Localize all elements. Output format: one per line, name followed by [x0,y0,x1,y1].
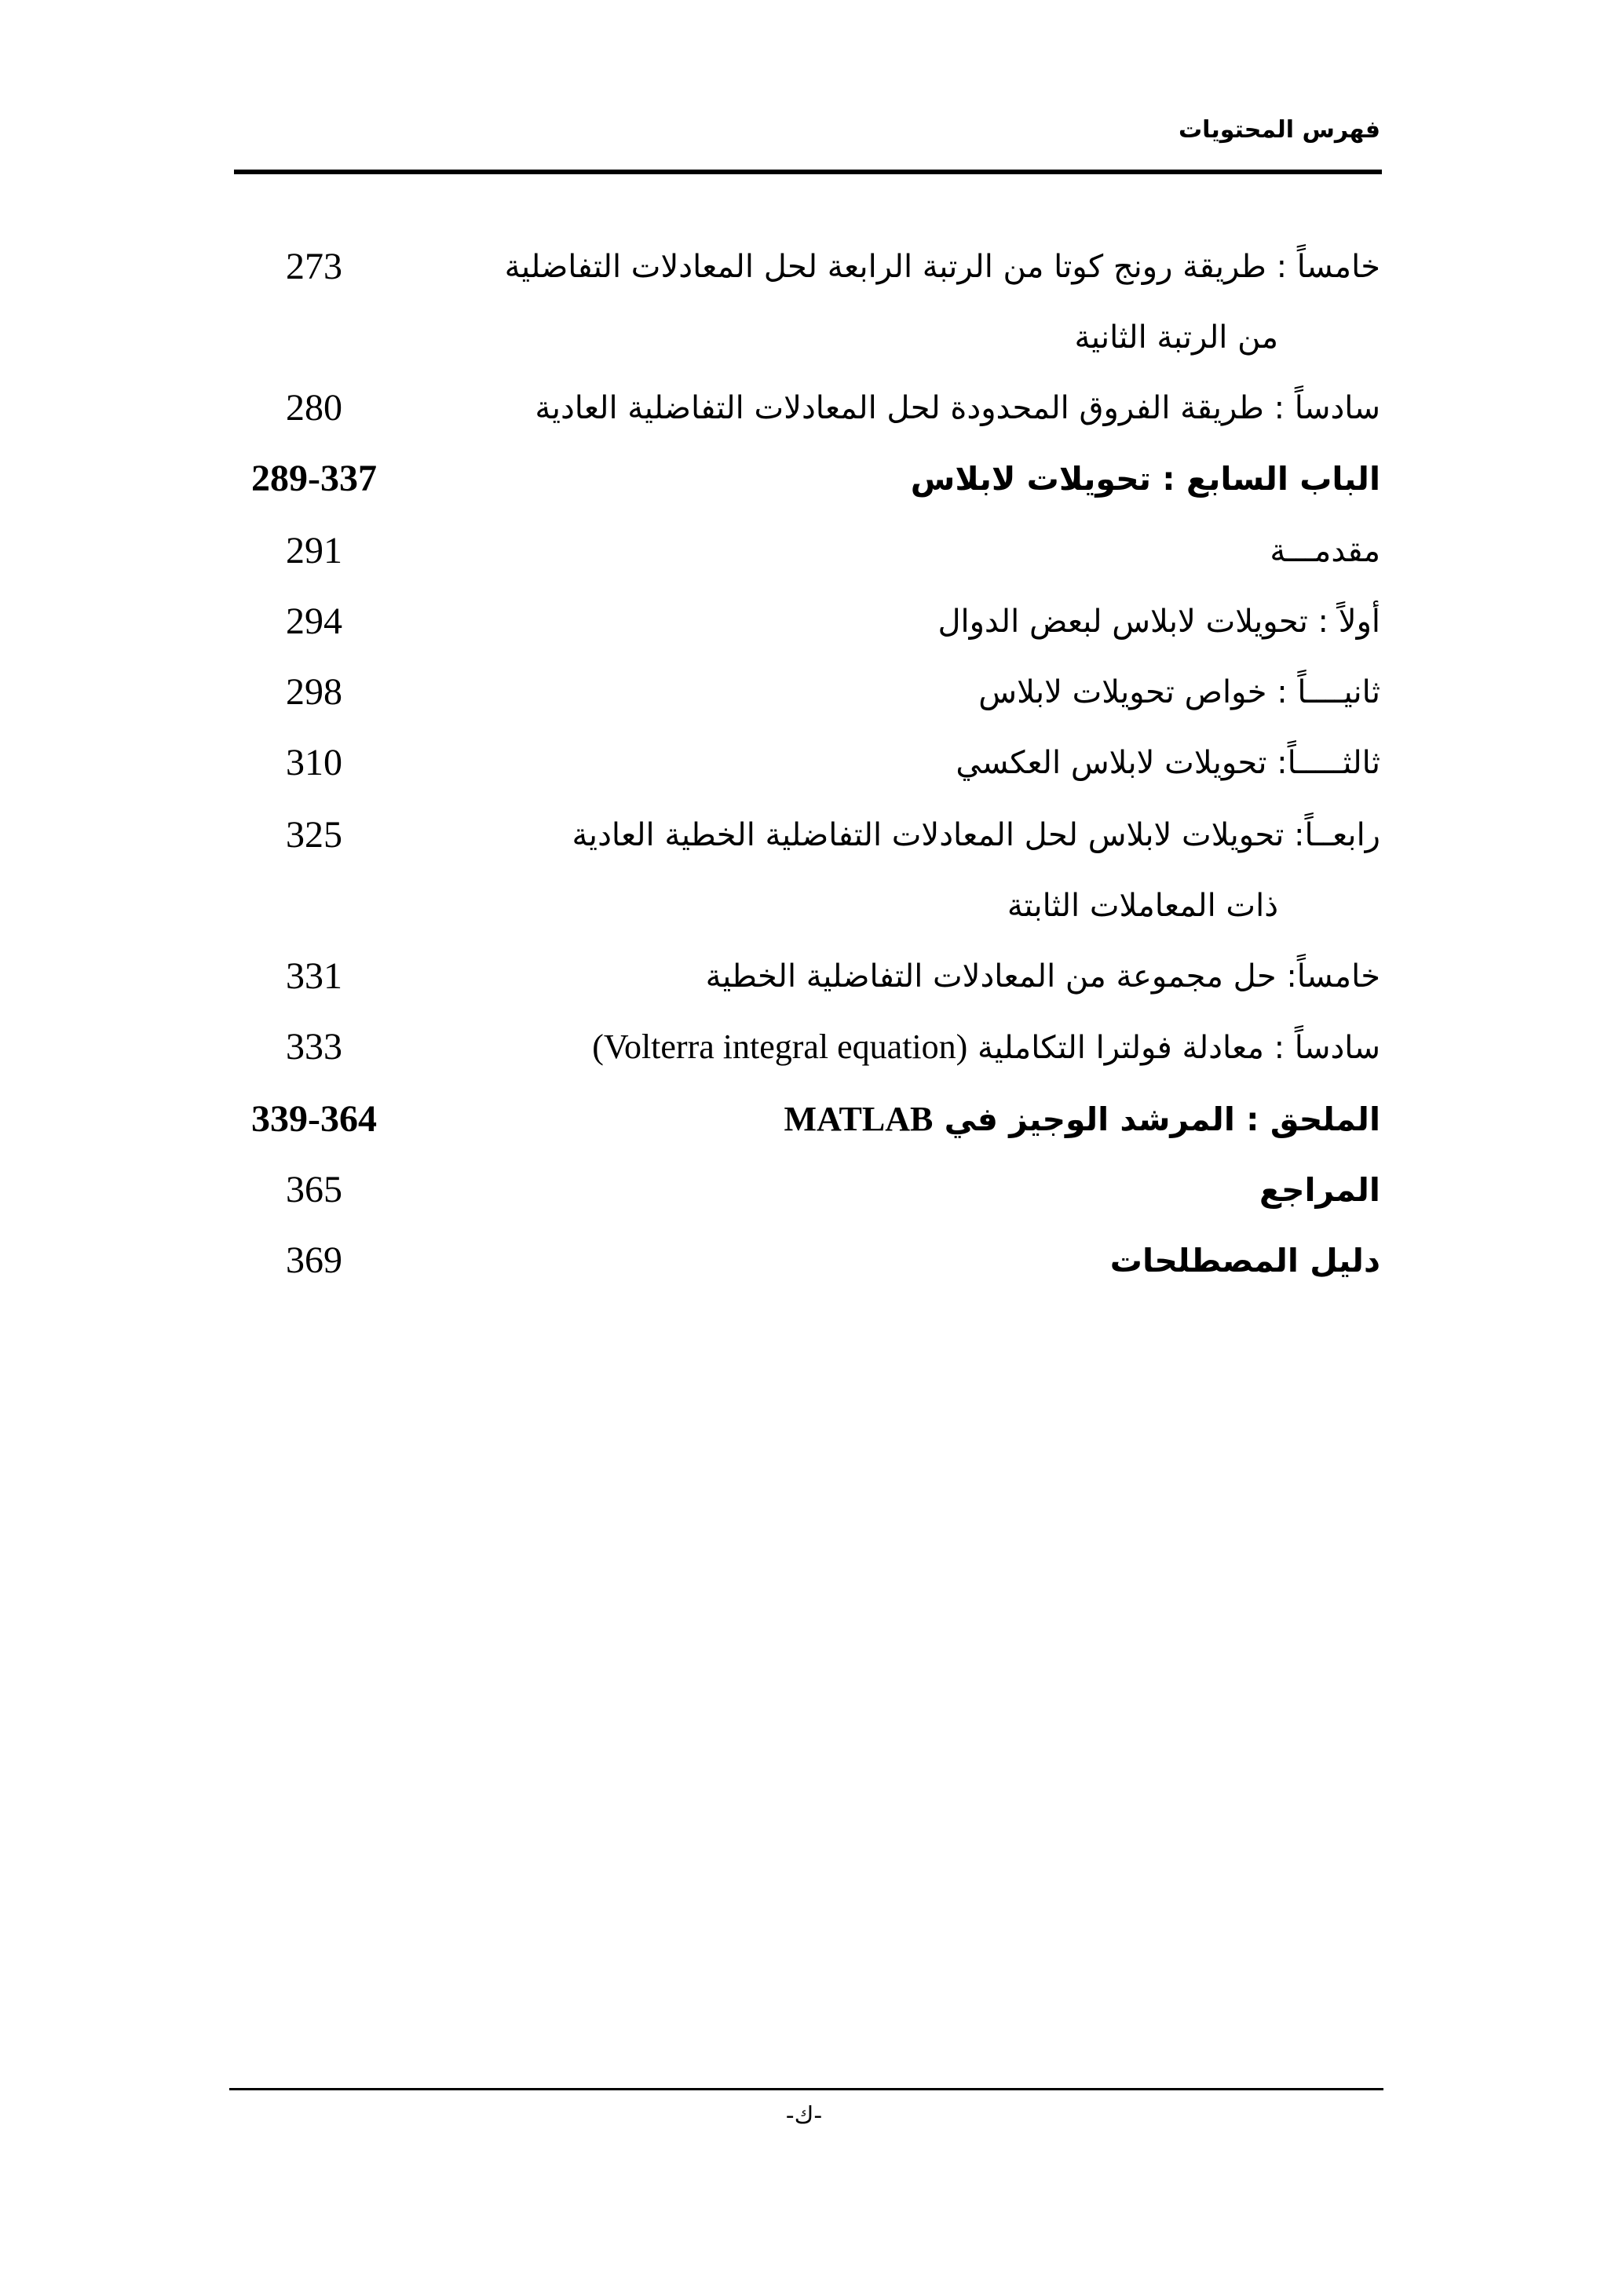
toc-chapter-heading [0,1225,1608,1297]
toc-entry-title: ثالثـــــاً: تحويلات لابلاس العكسي [956,745,1380,781]
footer-divider [229,2088,1383,2090]
toc-entry-title [592,1011,1380,1084]
toc-entry [0,656,1608,728]
toc-entry-latin-text: (Volterra integral equation) [592,1028,968,1066]
toc-entry-page: 331 [286,955,342,997]
toc-entry-page: 333 [286,1026,342,1068]
toc-entry-page: 298 [286,671,342,713]
toc-entry-title: ثانيــــاً : خواص تحويلات لابلاس [978,674,1380,710]
toc-chapter-title: المراجع [1259,1171,1380,1209]
toc-entry-page: 325 [286,814,342,856]
toc-entry-arabic-text: سادساً : معادلة فولترا التكاملية [978,1030,1380,1066]
toc-chapter-page-range: 339-364 [251,1098,377,1140]
toc-entry-page: 280 [286,387,342,429]
toc-entry [0,940,1608,1013]
toc-entry-page: 365 [286,1169,342,1210]
toc-entry [0,586,1608,658]
page-number: -ك- [785,2102,823,2130]
toc-entry-title: ذات المعاملات الثابتة [1007,888,1278,924]
toc-entry-title: من الرتبة الثانية [1074,319,1278,356]
toc-entry [0,727,1608,799]
toc-entry-title: رابعــاً: تحويلات لابلاس لحل المعادلات التفاضلية الخطية العادية [572,817,1380,853]
toc-chapter-heading [0,443,1608,515]
toc-chapter-title: الباب السابع : تحويلات لابلاس [910,460,1380,498]
toc-chapter-heading [0,1083,1608,1155]
toc-entry-page: 291 [286,530,342,571]
toc-entry-title: خامساً : طريقة رونج كوتا من الرتبة الرابعة لحل المعادلات التفاضلية [504,249,1380,285]
toc-entry-page: 273 [286,246,342,287]
toc-entry-title: خامساً: حل مجموعة من المعادلات التفاضلية الخطية [705,958,1380,995]
toc-entry [0,515,1608,587]
toc-entry [0,799,1608,871]
toc-chapter-title [784,1083,1380,1155]
toc-chapter-page-range: 289-337 [251,458,377,499]
toc-entry [0,372,1608,444]
toc-entry-page: 369 [286,1239,342,1281]
toc-entry-continuation [0,301,1608,374]
toc-chapter-title: دليل المصطلحات [1109,1242,1380,1279]
toc-chapter-heading [0,1154,1608,1226]
toc-entry-title: أولاً : تحويلات لابلاس لبعض الدوال [937,604,1380,640]
toc-entry-title: مقدمـــة [1270,533,1380,569]
page-header-title: فهرس المحتويات [1179,116,1380,144]
toc-entry-title: سادساً : طريقة الفروق المحدودة لحل المعادلات التفاضلية العادية [535,390,1380,426]
toc-entry-latin-text: MATLAB [784,1100,934,1138]
toc-entry-page: 294 [286,600,342,642]
toc-entry [0,1011,1608,1083]
toc-entry-continuation [0,870,1608,942]
toc-entry-arabic-text: الملحق : المرشد الوجيز في [944,1101,1380,1138]
toc-entry-page: 310 [286,742,342,783]
toc-entry [0,231,1608,303]
